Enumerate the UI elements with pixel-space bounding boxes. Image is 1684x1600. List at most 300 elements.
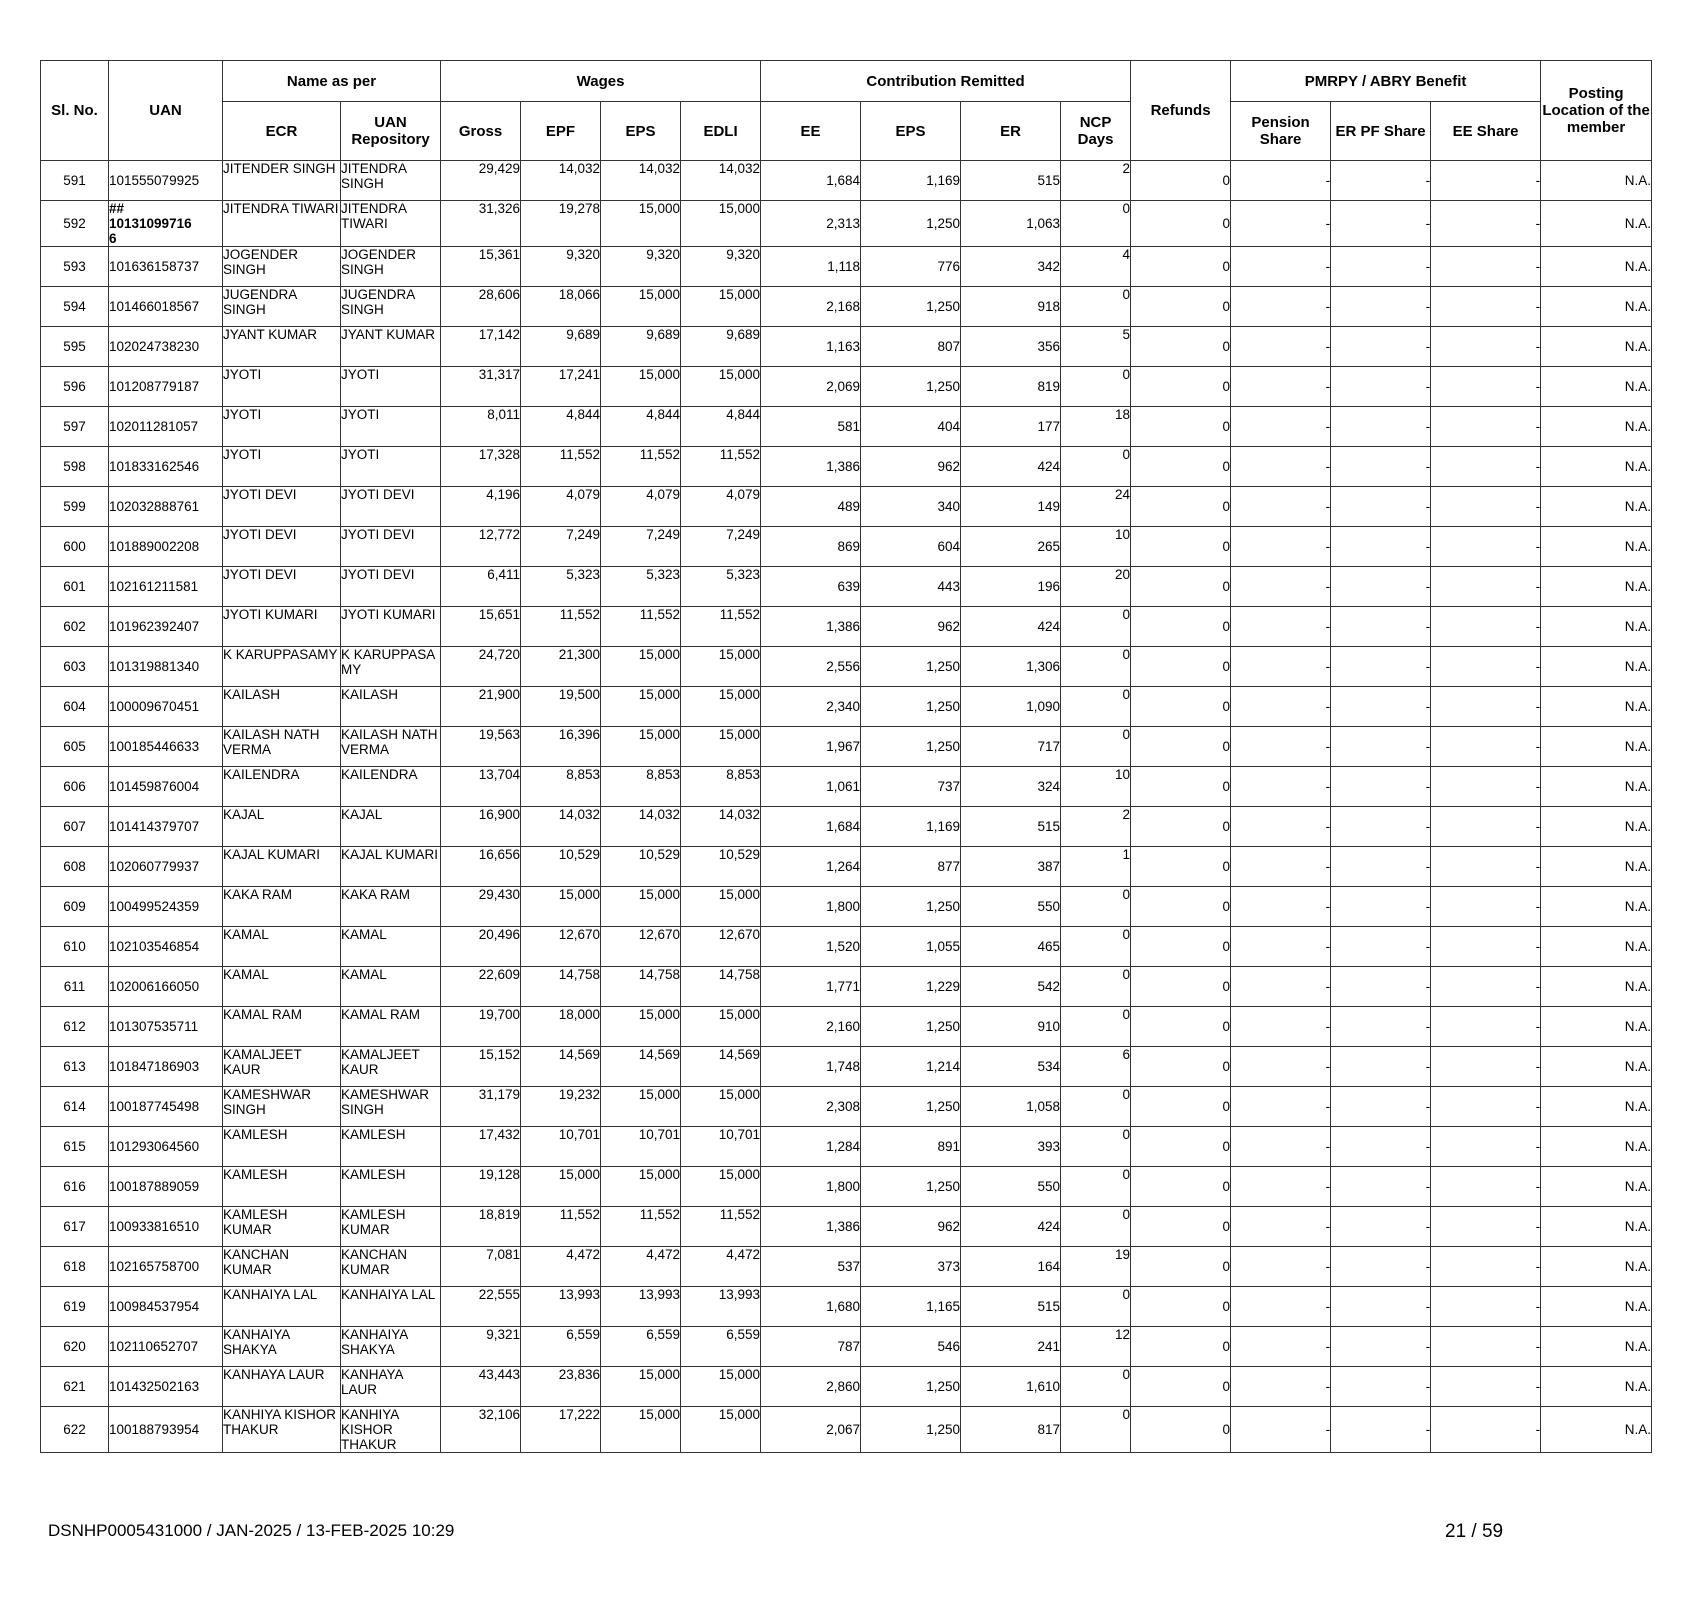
pension-share-cell: - (1231, 647, 1331, 687)
sl-no-cell: 603 (41, 647, 109, 687)
ecr-name-cell: JYOTI (223, 407, 341, 447)
sl-no-cell: 618 (41, 1247, 109, 1287)
gross-cell: 15,651 (441, 607, 521, 647)
edli-cell: 12,670 (681, 927, 761, 967)
epf-cell: 14,758 (521, 967, 601, 1007)
pension-share-cell: - (1231, 247, 1331, 287)
table-row (41, 767, 1652, 807)
refunds-cell: 0 (1131, 727, 1231, 767)
epf-cell: 6,559 (521, 1327, 601, 1367)
uan-cell: 101208779187 (109, 367, 223, 407)
gross-cell: 29,429 (441, 161, 521, 201)
uan-cell: 102011281057 (109, 407, 223, 447)
er-cell: 424 (961, 607, 1061, 647)
posting-location-cell: N.A. (1541, 1127, 1652, 1167)
repository-name-cell: KAMLESH (341, 1167, 441, 1207)
posting-location-cell: N.A. (1541, 527, 1652, 567)
refunds-cell: 0 (1131, 1247, 1231, 1287)
er-pf-share-cell: - (1331, 607, 1431, 647)
header-posting-location: Posting Location of the member (1541, 61, 1652, 161)
uan-cell: 101636158737 (109, 247, 223, 287)
refunds-cell: 0 (1131, 1287, 1231, 1327)
pension-share-cell: - (1231, 887, 1331, 927)
ncp-days-cell: 19 (1061, 1247, 1131, 1287)
sl-no-cell: 593 (41, 247, 109, 287)
repository-name-cell: JYANT KUMAR (341, 327, 441, 367)
ecr-name-cell: JYOTI (223, 367, 341, 407)
pension-share-cell: - (1231, 327, 1331, 367)
pension-share-cell: - (1231, 967, 1331, 1007)
eps-cell: 15,000 (601, 687, 681, 727)
refunds-cell: 0 (1131, 247, 1231, 287)
epf-cell: 15,000 (521, 887, 601, 927)
repository-name-cell: JYOTI (341, 407, 441, 447)
sl-no-cell: 592 (41, 201, 109, 247)
ee-cell: 537 (761, 1247, 861, 1287)
epf-cell: 11,552 (521, 1207, 601, 1247)
posting-location-cell: N.A. (1541, 447, 1652, 487)
gross-cell: 29,430 (441, 887, 521, 927)
header-refunds: Refunds (1131, 61, 1231, 161)
posting-location-cell: N.A. (1541, 1047, 1652, 1087)
pension-share-cell: - (1231, 287, 1331, 327)
er-pf-share-cell: - (1331, 687, 1431, 727)
posting-location-cell: N.A. (1541, 327, 1652, 367)
contribution-eps-cell: 1,214 (861, 1047, 961, 1087)
uan-cell: 102032888761 (109, 487, 223, 527)
er-cell: 393 (961, 1127, 1061, 1167)
contribution-eps-cell: 1,169 (861, 807, 961, 847)
posting-location-cell: N.A. (1541, 647, 1652, 687)
ee-cell: 1,284 (761, 1127, 861, 1167)
ncp-days-cell: 0 (1061, 201, 1131, 247)
refunds-cell: 0 (1131, 807, 1231, 847)
posting-location-cell: N.A. (1541, 287, 1652, 327)
sl-no-cell: 604 (41, 687, 109, 727)
ee-cell: 1,967 (761, 727, 861, 767)
table-row (41, 967, 1652, 1007)
posting-location-cell: N.A. (1541, 1407, 1652, 1453)
ecr-name-cell: KAILASH NATH VERMA (223, 727, 341, 767)
contribution-eps-cell: 373 (861, 1247, 961, 1287)
gross-cell: 20,496 (441, 927, 521, 967)
ee-share-cell: - (1431, 1407, 1541, 1453)
repository-name-cell: KAMAL RAM (341, 1007, 441, 1047)
contribution-eps-cell: 604 (861, 527, 961, 567)
sl-no-cell: 606 (41, 767, 109, 807)
header-pension-share: Pension Share (1231, 102, 1331, 161)
eps-cell: 9,689 (601, 327, 681, 367)
ee-share-cell: - (1431, 647, 1541, 687)
repository-name-cell: JITENDRA TIWARI (341, 201, 441, 247)
pension-share-cell: - (1231, 687, 1331, 727)
header-er: ER (961, 102, 1061, 161)
eps-cell: 11,552 (601, 1207, 681, 1247)
gross-cell: 19,700 (441, 1007, 521, 1047)
uan-cell: 101466018567 (109, 287, 223, 327)
ncp-days-cell: 0 (1061, 647, 1131, 687)
sl-no-cell: 609 (41, 887, 109, 927)
er-pf-share-cell: - (1331, 1047, 1431, 1087)
table-row (41, 287, 1652, 327)
edli-cell: 15,000 (681, 1007, 761, 1047)
ee-cell: 489 (761, 487, 861, 527)
table-row (41, 927, 1652, 967)
gross-cell: 21,900 (441, 687, 521, 727)
table-row (41, 807, 1652, 847)
repository-name-cell: KAMAL (341, 927, 441, 967)
er-pf-share-cell: - (1331, 1167, 1431, 1207)
epf-cell: 17,241 (521, 367, 601, 407)
er-cell: 1,610 (961, 1367, 1061, 1407)
ee-cell: 1,771 (761, 967, 861, 1007)
posting-location-cell: N.A. (1541, 1207, 1652, 1247)
er-pf-share-cell: - (1331, 767, 1431, 807)
er-pf-share-cell: - (1331, 161, 1431, 201)
refunds-cell: 0 (1131, 1007, 1231, 1047)
sl-no-cell: 597 (41, 407, 109, 447)
eps-cell: 15,000 (601, 647, 681, 687)
refunds-cell: 0 (1131, 767, 1231, 807)
posting-location-cell: N.A. (1541, 727, 1652, 767)
epf-cell: 19,278 (521, 201, 601, 247)
refunds-cell: 0 (1131, 847, 1231, 887)
header-name-as-per: Name as per (223, 61, 441, 102)
refunds-cell: 0 (1131, 1207, 1231, 1247)
pension-share-cell: - (1231, 1087, 1331, 1127)
uan-cell: 100188793954 (109, 1407, 223, 1453)
ee-cell: 2,308 (761, 1087, 861, 1127)
eps-cell: 15,000 (601, 727, 681, 767)
ecr-name-cell: KAMAL (223, 967, 341, 1007)
refunds-cell: 0 (1131, 567, 1231, 607)
sl-no-cell: 617 (41, 1207, 109, 1247)
epf-cell: 9,320 (521, 247, 601, 287)
repository-name-cell: KAJAL KUMARI (341, 847, 441, 887)
ecr-name-cell: KANHIYA KISHOR THAKUR (223, 1407, 341, 1453)
eps-cell: 14,758 (601, 967, 681, 1007)
repository-name-cell: JYOTI (341, 447, 441, 487)
repository-name-cell: KANHIYA KISHOR THAKUR (341, 1407, 441, 1453)
gross-cell: 7,081 (441, 1247, 521, 1287)
ee-share-cell: - (1431, 161, 1541, 201)
edli-cell: 6,559 (681, 1327, 761, 1367)
er-pf-share-cell: - (1331, 487, 1431, 527)
table-row (41, 1127, 1652, 1167)
er-pf-share-cell: - (1331, 247, 1431, 287)
ncp-days-cell: 0 (1061, 727, 1131, 767)
posting-location-cell: N.A. (1541, 201, 1652, 247)
epf-cell: 10,529 (521, 847, 601, 887)
ee-share-cell: - (1431, 807, 1541, 847)
header-eps: EPS (601, 102, 681, 161)
gross-cell: 9,321 (441, 1327, 521, 1367)
posting-location-cell: N.A. (1541, 247, 1652, 287)
ecr-name-cell: KANCHAN KUMAR (223, 1247, 341, 1287)
refunds-cell: 0 (1131, 1407, 1231, 1453)
epf-cell: 5,323 (521, 567, 601, 607)
gross-cell: 22,609 (441, 967, 521, 1007)
gross-cell: 18,819 (441, 1207, 521, 1247)
er-cell: 542 (961, 967, 1061, 1007)
edli-cell: 14,032 (681, 807, 761, 847)
ecr-name-cell: KAJAL (223, 807, 341, 847)
uan-cell: 102024738230 (109, 327, 223, 367)
ee-cell: 1,800 (761, 887, 861, 927)
refunds-cell: 0 (1131, 607, 1231, 647)
ncp-days-cell: 0 (1061, 1127, 1131, 1167)
repository-name-cell: KAILENDRA (341, 767, 441, 807)
uan-cell: 100187889059 (109, 1167, 223, 1207)
refunds-cell: 0 (1131, 647, 1231, 687)
table-row (41, 1367, 1652, 1407)
sl-no-cell: 611 (41, 967, 109, 1007)
ee-cell: 2,313 (761, 201, 861, 247)
er-pf-share-cell: - (1331, 1007, 1431, 1047)
pension-share-cell: - (1231, 1407, 1331, 1453)
ncp-days-cell: 0 (1061, 1167, 1131, 1207)
gross-cell: 12,772 (441, 527, 521, 567)
refunds-cell: 0 (1131, 687, 1231, 727)
eps-cell: 15,000 (601, 1007, 681, 1047)
table-row (41, 887, 1652, 927)
er-pf-share-cell: - (1331, 1207, 1431, 1247)
ee-cell: 1,680 (761, 1287, 861, 1327)
header-uan: UAN (109, 61, 223, 161)
table-row (41, 1167, 1652, 1207)
refunds-cell: 0 (1131, 967, 1231, 1007)
ee-cell: 1,748 (761, 1047, 861, 1087)
ee-cell: 1,800 (761, 1167, 861, 1207)
table-row (41, 161, 1652, 201)
er-pf-share-cell: - (1331, 287, 1431, 327)
ee-share-cell: - (1431, 1247, 1541, 1287)
refunds-cell: 0 (1131, 327, 1231, 367)
epf-cell: 9,689 (521, 327, 601, 367)
eps-cell: 15,000 (601, 367, 681, 407)
ee-share-cell: - (1431, 367, 1541, 407)
ee-cell: 1,118 (761, 247, 861, 287)
edli-cell: 11,552 (681, 607, 761, 647)
header-sl-no: Sl. No. (41, 61, 109, 161)
ee-share-cell: - (1431, 1327, 1541, 1367)
sl-no-cell: 594 (41, 287, 109, 327)
ecr-name-cell: KAILASH (223, 687, 341, 727)
ee-cell: 869 (761, 527, 861, 567)
sl-no-cell: 621 (41, 1367, 109, 1407)
table-row (41, 247, 1652, 287)
table-row (41, 1247, 1652, 1287)
edli-cell: 4,079 (681, 487, 761, 527)
ee-cell: 1,684 (761, 161, 861, 201)
uan-cell: 101319881340 (109, 647, 223, 687)
eps-cell: 5,323 (601, 567, 681, 607)
header-wages: Wages (441, 61, 761, 102)
ncp-days-cell: 2 (1061, 807, 1131, 847)
ncp-days-cell: 5 (1061, 327, 1131, 367)
table-row (41, 447, 1652, 487)
table-row (41, 1007, 1652, 1047)
sl-no-cell: 601 (41, 567, 109, 607)
epf-cell: 17,222 (521, 1407, 601, 1453)
er-pf-share-cell: - (1331, 847, 1431, 887)
repository-name-cell: KAMESHWAR SINGH (341, 1087, 441, 1127)
er-pf-share-cell: - (1331, 1327, 1431, 1367)
eps-cell: 9,320 (601, 247, 681, 287)
sl-no-cell: 602 (41, 607, 109, 647)
ecr-name-cell: KAMESHWAR SINGH (223, 1087, 341, 1127)
posting-location-cell: N.A. (1541, 807, 1652, 847)
header-edli: EDLI (681, 102, 761, 161)
table-row (41, 327, 1652, 367)
pension-share-cell: - (1231, 447, 1331, 487)
edli-cell: 15,000 (681, 1367, 761, 1407)
sl-no-cell: 599 (41, 487, 109, 527)
epf-cell: 18,000 (521, 1007, 601, 1047)
contribution-eps-cell: 1,250 (861, 201, 961, 247)
edli-cell: 9,320 (681, 247, 761, 287)
ecr-name-cell: JUGENDRA SINGH (223, 287, 341, 327)
er-pf-share-cell: - (1331, 527, 1431, 567)
repository-name-cell: JITENDRA SINGH (341, 161, 441, 201)
contribution-eps-cell: 1,250 (861, 287, 961, 327)
edli-cell: 7,249 (681, 527, 761, 567)
ecr-name-cell: JOGENDER SINGH (223, 247, 341, 287)
ee-share-cell: - (1431, 1007, 1541, 1047)
ncp-days-cell: 10 (1061, 527, 1131, 567)
ee-share-cell: - (1431, 327, 1541, 367)
epf-cell: 14,569 (521, 1047, 601, 1087)
uan-cell: 100009670451 (109, 687, 223, 727)
edli-cell: 15,000 (681, 727, 761, 767)
pension-share-cell: - (1231, 727, 1331, 767)
er-cell: 424 (961, 447, 1061, 487)
refunds-cell: 0 (1131, 407, 1231, 447)
uan-cell: 101962392407 (109, 607, 223, 647)
refunds-cell: 0 (1131, 1167, 1231, 1207)
er-pf-share-cell: - (1331, 327, 1431, 367)
epf-cell: 15,000 (521, 1167, 601, 1207)
epf-cell: 10,701 (521, 1127, 601, 1167)
gross-cell: 8,011 (441, 407, 521, 447)
epf-cell: 12,670 (521, 927, 601, 967)
repository-name-cell: KAMLESH (341, 1127, 441, 1167)
er-cell: 817 (961, 1407, 1061, 1453)
pension-share-cell: - (1231, 767, 1331, 807)
edli-cell: 10,701 (681, 1127, 761, 1167)
er-pf-share-cell: - (1331, 567, 1431, 607)
sl-no-cell: 615 (41, 1127, 109, 1167)
gross-cell: 17,432 (441, 1127, 521, 1167)
uan-cell: 102103546854 (109, 927, 223, 967)
er-pf-share-cell: - (1331, 447, 1431, 487)
gross-cell: 16,656 (441, 847, 521, 887)
sl-no-cell: 620 (41, 1327, 109, 1367)
er-pf-share-cell: - (1331, 367, 1431, 407)
epf-cell: 19,500 (521, 687, 601, 727)
sl-no-cell: 596 (41, 367, 109, 407)
uan-cell: 101414379707 (109, 807, 223, 847)
epf-cell: 13,993 (521, 1287, 601, 1327)
table-row (41, 1047, 1652, 1087)
contribution-eps-cell: 1,250 (861, 1007, 961, 1047)
er-cell: 534 (961, 1047, 1061, 1087)
gross-cell: 28,606 (441, 287, 521, 327)
edli-cell: 15,000 (681, 287, 761, 327)
ee-share-cell: - (1431, 1087, 1541, 1127)
contribution-eps-cell: 1,055 (861, 927, 961, 967)
eps-cell: 6,559 (601, 1327, 681, 1367)
ee-share-cell: - (1431, 727, 1541, 767)
header-ncp-days: NCP Days (1061, 102, 1131, 161)
er-cell: 1,063 (961, 201, 1061, 247)
er-cell: 241 (961, 1327, 1061, 1367)
gross-cell: 24,720 (441, 647, 521, 687)
pension-share-cell: - (1231, 1287, 1331, 1327)
repository-name-cell: JYOTI KUMARI (341, 607, 441, 647)
refunds-cell: 0 (1131, 1367, 1231, 1407)
pension-share-cell: - (1231, 1167, 1331, 1207)
contribution-eps-cell: 737 (861, 767, 961, 807)
edli-cell: 14,758 (681, 967, 761, 1007)
sl-no-cell: 614 (41, 1087, 109, 1127)
ecr-table (40, 60, 1652, 1453)
sl-no-cell: 607 (41, 807, 109, 847)
ee-share-cell: - (1431, 1207, 1541, 1247)
er-cell: 387 (961, 847, 1061, 887)
ee-cell: 1,264 (761, 847, 861, 887)
ncp-days-cell: 0 (1061, 1287, 1131, 1327)
gross-cell: 16,900 (441, 807, 521, 847)
ee-share-cell: - (1431, 927, 1541, 967)
refunds-cell: 0 (1131, 1047, 1231, 1087)
ee-share-cell: - (1431, 1287, 1541, 1327)
er-cell: 717 (961, 727, 1061, 767)
ncp-days-cell: 0 (1061, 1087, 1131, 1127)
uan-cell: ## 10131099716 6 (109, 201, 223, 247)
header-contribution-eps: EPS (861, 102, 961, 161)
er-cell: 918 (961, 287, 1061, 327)
ncp-days-cell: 1 (1061, 847, 1131, 887)
ee-cell: 1,163 (761, 327, 861, 367)
edli-cell: 9,689 (681, 327, 761, 367)
er-cell: 424 (961, 1207, 1061, 1247)
eps-cell: 14,569 (601, 1047, 681, 1087)
refunds-cell: 0 (1131, 927, 1231, 967)
gross-cell: 13,704 (441, 767, 521, 807)
table-row (41, 527, 1652, 567)
uan-cell: 101432502163 (109, 1367, 223, 1407)
table-row (41, 1287, 1652, 1327)
table-row (41, 1087, 1652, 1127)
ecr-name-cell: JYOTI DEVI (223, 567, 341, 607)
refunds-cell: 0 (1131, 527, 1231, 567)
header-pmrpy: PMRPY / ABRY Benefit (1231, 61, 1541, 102)
eps-cell: 4,472 (601, 1247, 681, 1287)
ncp-days-cell: 6 (1061, 1047, 1131, 1087)
pension-share-cell: - (1231, 607, 1331, 647)
er-pf-share-cell: - (1331, 1407, 1431, 1453)
epf-cell: 23,836 (521, 1367, 601, 1407)
gross-cell: 22,555 (441, 1287, 521, 1327)
ecr-name-cell: KAMAL RAM (223, 1007, 341, 1047)
eps-cell: 4,844 (601, 407, 681, 447)
posting-location-cell: N.A. (1541, 1167, 1652, 1207)
er-cell: 149 (961, 487, 1061, 527)
contribution-eps-cell: 340 (861, 487, 961, 527)
ecr-name-cell: KAMLESH KUMAR (223, 1207, 341, 1247)
contribution-eps-cell: 443 (861, 567, 961, 607)
